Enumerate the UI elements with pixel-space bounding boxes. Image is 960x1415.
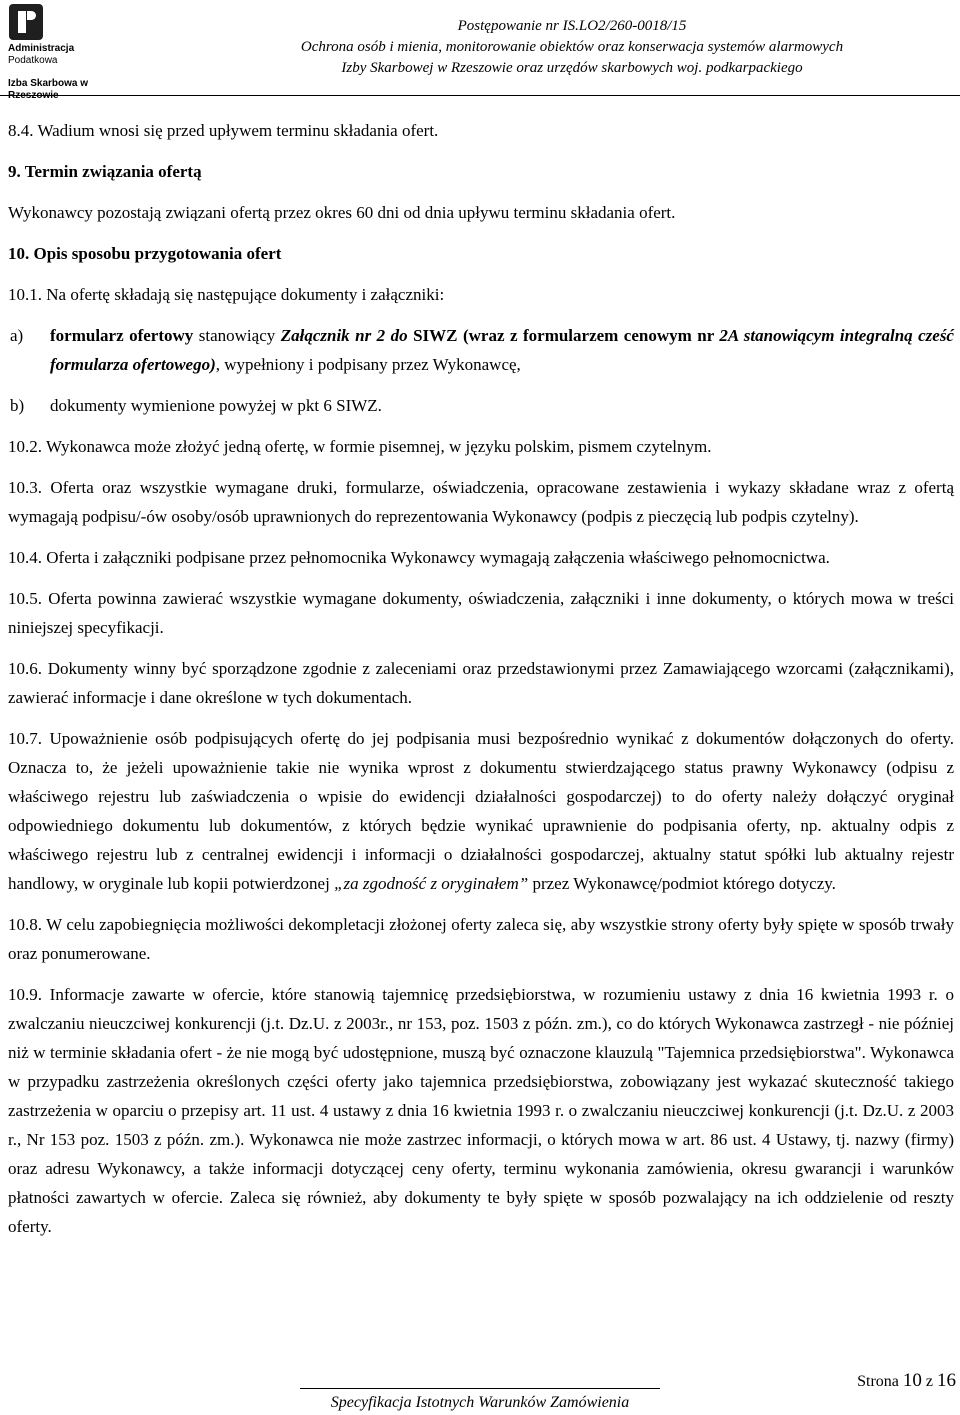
heading-text: Opis sposobu przygotowania ofert [33,244,282,263]
text: przez Wykonawcę/podmiot którego dotyczy. [528,874,836,893]
list-item-a [8,321,954,379]
paragraph-10-9: 10.9. Informacje zawarte w ofercie, które stanowią tajemnicę przedsiębiorstwa, w rozumieniu ustawy z dnia 16 kwietnia 1993 r. o zwalczaniu nieuczciwej konkurencji (j.t. Dz.U. z 2003r., nr 153, poz. 1503 z późn. zm.), co do których Wykonawca zastrzegł - nie później niż w terminie składania ofert - że nie mogą być udostępnione, muszą być oznaczone klauzulą "Tajemnica przedsiębiorstwa". Wykonawca w przypadku zastrzeżenia określonych części oferty jako tajemnica przedsiębiorstwa, zobowiązany jest wykazać skuteczność takiego zastrzeżenia w oparciu o przepisy art. 11 ust. 4 ustawy z dnia 16 kwietnia 1993 r. o zwalczaniu nieuczciwej konkurencji (j.t. Dz.U. z 2003 r., Nr 153 poz. 1503 z późn. zm.). Wykonawca nie może zastrzec informacji, o których mowa w art. 86 ust. 4 Ustawy, tj. nazwy (firmy) oraz adresu Wykonawcy, a także informacji dotyczącej ceny oferty, terminu wykonania zamówienia, okresu gwarancji i warunków płatności zawartych w ofercie. Zaleca się również, aby dokumenty te były spięte w sposób pozwalający na ich oddzielenie od reszty oferty. [8,985,954,1236]
list-label: b) [10,396,25,415]
page-label: Strona [857,1373,899,1390]
paragraph-10-7 [8,724,954,898]
logo-subtitle: Podatkowa [8,55,58,66]
document-body [8,116,954,1241]
procedure-number: Postępowanie nr IS.LO2/260-0018/15 [457,18,687,34]
page-total: 16 [937,1370,956,1391]
page-number [857,1366,956,1396]
heading-number: 10. [8,244,30,263]
paragraph-10-5: 10.5. Oferta powinna zawierać wszystkie wymagane dokumenty, oświadczenia, załączniki i inne dokumenty, o których mowa w treści niniejszej specyfikacji. [8,589,954,637]
paragraph-8-4: 8.4. Wadium wnosi się przed upływem terminu składania ofert. [8,121,439,140]
text: stanowiący [193,326,281,345]
list-text [50,321,954,379]
text: , wypełniony i podpisany przez Wykonawcę, [215,355,521,374]
footer-divider [300,1388,660,1389]
section-heading-9 [8,157,954,186]
paragraph-10-4: 10.4. Oferta i załączniki podpisane przez pełnomocnika Wykonawcy wymagają załączenia właściwego pełnomocnictwa. [8,548,830,567]
bold-text: SIWZ (wraz z formularzem cenowym nr [407,326,720,345]
paragraph-10-8: 10.8. W celu zapobiegnięcia możliwości dekompletacji złożonej oferty zaleca się, aby wszystkie strony oferty były spięte w sposób trwały oraz ponumerowane. [8,915,954,963]
bold-italic-text: 2A stanowiącym integralną cześć formularza ofertowego) [50,326,954,374]
paragraph-10-3: 10.3. Oferta oraz wszystkie wymagane druki, formularze, oświadczenia, opracowane zestawienia i wykazy składane wraz z ofertą wymagają podpisu/-ów osoby/osób uprawnionych do reprezentowania Wykonawcy (podpis z pieczęcią lub podpis czytelny). [8,478,954,526]
paragraph-10-2: 10.2. Wykonawca może złożyć jedną ofertę, w formie pisemnej, w języku polskim, pismem czytelnym. [8,437,712,456]
heading-number: 9. [8,162,21,181]
heading-text: Termin związania ofertą [24,162,202,181]
logo-title: Administracja [8,43,75,54]
paragraph-10-6: 10.6. Dokumenty winny być sporządzone zgodnie z zaleceniami oraz przedstawionymi przez Zamawiającego wzorcami (załącznikami), zawierać informacje i dane określone w tych dokumentach. [8,659,954,707]
bold-text: formularz ofertowy [50,326,194,345]
section-heading-10 [8,239,954,268]
header-divider [0,95,960,96]
italic-text: „za zgodność z oryginałem” [334,874,529,893]
footer-title: Specyfikacja Istotnych Warunków Zamówienia [330,1394,630,1411]
header-info [192,16,952,79]
logo-mark-icon [9,4,43,40]
page-of: z [925,1373,933,1390]
page-header [0,0,960,101]
procedure-subject: Ochrona osób i mienia, monitorowanie obiektów oraz konserwacja systemów alarmowych [300,39,844,55]
bold-italic-text: Załącznik nr 2 do [280,326,408,345]
procedure-scope: Izby Skarbowej w Rzeszowie oraz urzędów skarbowych woj. podkarpackiego [341,60,803,76]
list-label: a) [10,326,24,345]
paragraph-9: Wykonawcy pozostają związani ofertą przez okres 60 dni od dnia upływu terminu składania ofert. [8,203,676,222]
paragraph-10-1: 10.1. Na ofertę składają się następujące dokumenty i załączniki: [8,285,445,304]
org-name: Izba Skarbowa w Rzeszowie [8,78,89,101]
logo [8,2,138,101]
list-text: dokumenty wymienione powyżej w pkt 6 SIWZ. [50,396,382,415]
list-item-b [8,391,954,420]
page-footer [0,1362,960,1415]
text: 10.7. Upoważnienie osób podpisujących ofertę do jej podpisania musi bezpośrednio wynikać z dokumentów dołączonych do oferty. Oznacza to, że jeżeli upoważnienie takie nie wynika wprost z dokumentu stwierdzającego status prawny Wykonawcy (odpisu z właściwego rejestru lub zaświadczenia o wpisie do ewidencji działalności gospodarczej) to do oferty należy dołączyć oryginał odpowiedniego dokumentu lub dokumentów, z których będzie wynikać uprawnienie do podpisania oferty, np. aktualny odpis z właściwego rejestru lub z centralnej ewidencji i informacji o działalności gospodarczej, aktualny statut spółki lub aktualny rejestr handlowy, w oryginale lub kopii potwierdzonej [8,729,954,893]
page-current: 10 [902,1370,922,1391]
